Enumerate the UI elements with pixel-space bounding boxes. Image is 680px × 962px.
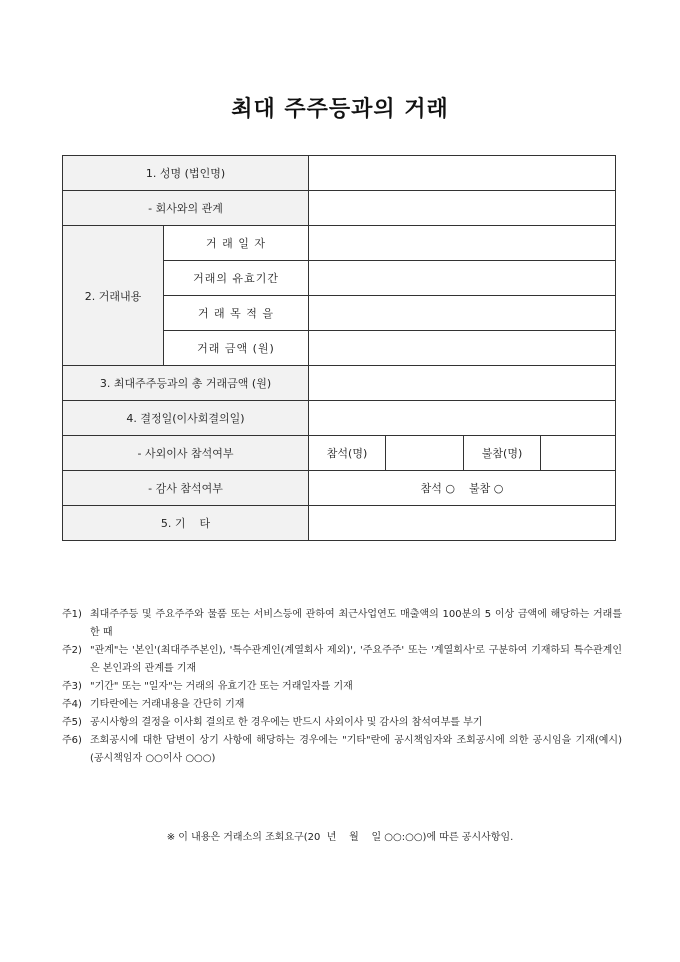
table-row <box>63 436 616 471</box>
relation-value-cell[interactable] <box>309 191 616 226</box>
total-amount-value-cell[interactable] <box>309 366 616 401</box>
table-row <box>63 401 616 436</box>
table-row <box>63 191 616 226</box>
table-row <box>63 366 616 401</box>
transaction-date-label: 거 래 일 자 <box>164 226 309 261</box>
note-key: 주2) <box>62 645 82 656</box>
footnotes <box>62 606 622 768</box>
note-text: "기간" 또는 "일자"는 거래의 유효기간 또는 거래일자를 기재 <box>90 681 353 692</box>
list-item <box>62 732 622 768</box>
note-key: 주5) <box>62 717 82 728</box>
note-key: 주1) <box>62 609 82 620</box>
name-value-cell[interactable] <box>309 156 616 191</box>
note-text: 기타란에는 거래내용을 간단히 기재 <box>90 699 245 710</box>
note-text: 공시사항의 결정을 이사회 결의로 한 경우에는 반드시 사외이사 및 감사의 참석여부를 부기 <box>90 717 483 728</box>
decision-date-value-cell[interactable] <box>309 401 616 436</box>
list-item <box>62 714 622 732</box>
attend-count-label: 참석(명) <box>309 436 386 471</box>
other-value-cell[interactable] <box>309 506 616 541</box>
transaction-purpose-value-cell[interactable] <box>309 296 616 331</box>
transaction-amount-label: 거래 금액 (원) <box>164 331 309 366</box>
transaction-purpose-label: 거 래 목 적 을 <box>164 296 309 331</box>
attend-count-value-cell[interactable] <box>386 436 464 471</box>
table-row <box>63 506 616 541</box>
note-key: 주3) <box>62 681 82 692</box>
table-row <box>63 226 616 261</box>
transaction-date-value-cell[interactable] <box>309 226 616 261</box>
note-text: "관계"는 '본인'(최대주주본인), '특수관계인(계열회사 제외)', '주요주주' 또는 '계열회사'로 구분하여 기재하되 특수관계인은 본인과의 관계를 기재 <box>90 645 622 674</box>
relation-label: - 회사와의 관계 <box>63 191 309 226</box>
disclosure-form-table <box>62 155 616 541</box>
list-item <box>62 696 622 714</box>
decision-date-label: 4. 결정일(이사회결의일) <box>63 401 309 436</box>
table-row <box>63 471 616 506</box>
outside-director-label: - 사외이사 참석여부 <box>63 436 309 471</box>
page-title: 최대 주주등과의 거래 <box>231 97 449 122</box>
absent-count-label: 불참(명) <box>464 436 541 471</box>
total-amount-label: 3. 최대주주등과의 총 거래금액 (원) <box>63 366 309 401</box>
name-label: 1. 성명 (법인명) <box>63 156 309 191</box>
note-text: 조회공시에 대한 답변이 상기 사항에 해당하는 경우에는 "기타"란에 공시책임자와 조회공시에 의한 공시임을 기재(예시) (공시책임자 ○○이사 ○○○) <box>90 735 622 764</box>
auditor-attendance-label: - 감사 참석여부 <box>63 471 309 506</box>
auditor-attendance-options[interactable]: 참석 ○ 불참 ○ <box>309 471 616 506</box>
note-key: 주4) <box>62 699 82 710</box>
note-key: 주6) <box>62 735 82 746</box>
footer-note: ※ 이 내용은 거래소의 조회요구(20 년 월 일 ○○:○○)에 따른 공시사항임. <box>166 832 514 843</box>
transaction-period-label: 거래의 유효기간 <box>164 261 309 296</box>
transaction-period-value-cell[interactable] <box>309 261 616 296</box>
other-label: 5. 기 타 <box>63 506 309 541</box>
table-row <box>63 156 616 191</box>
note-text: 최대주주등 및 주요주주와 물품 또는 서비스등에 관하여 최근사업연도 매출액의 100분의 5 이상 금액에 해당하는 거래를 한 때 <box>90 609 622 638</box>
list-item <box>62 642 622 678</box>
list-item <box>62 678 622 696</box>
absent-count-value-cell[interactable] <box>541 436 616 471</box>
transaction-group-label: 2. 거래내용 <box>63 226 164 366</box>
list-item <box>62 606 622 642</box>
transaction-amount-value-cell[interactable] <box>309 331 616 366</box>
